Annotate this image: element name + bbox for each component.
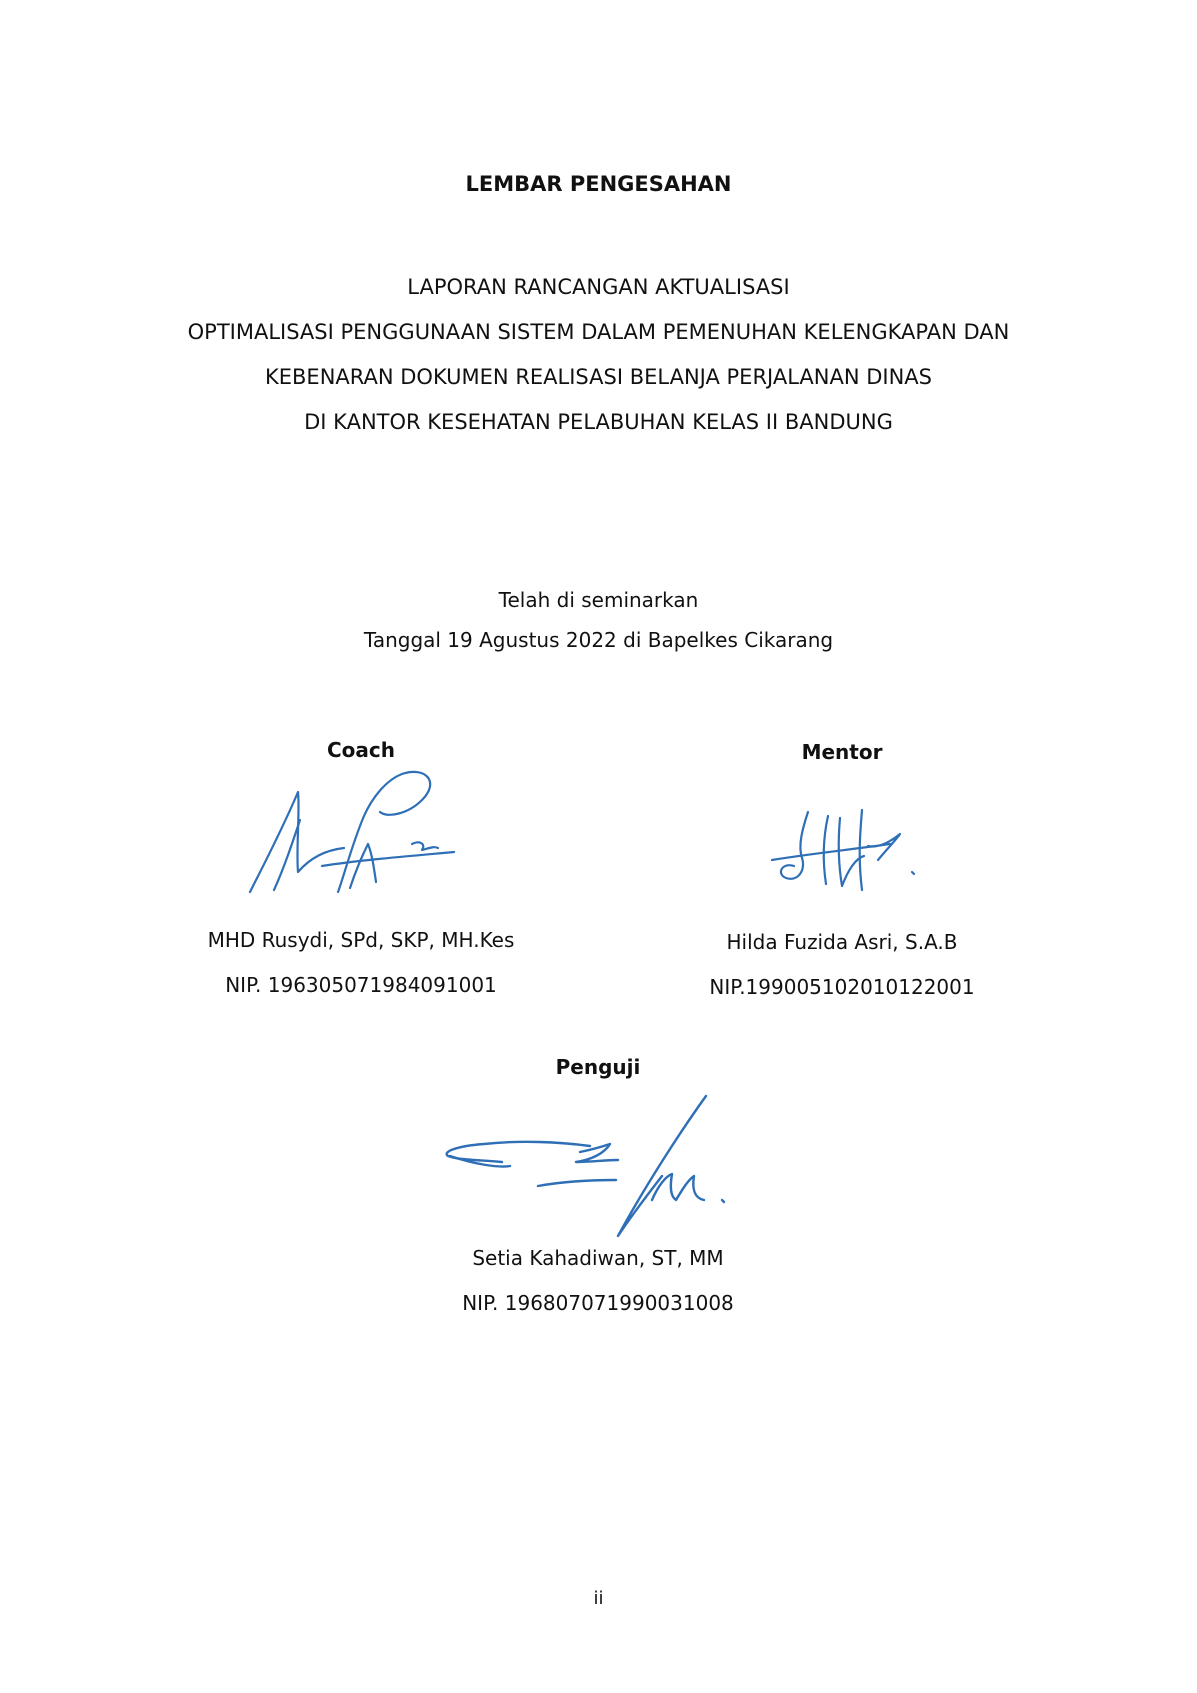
mentor-name: Hilda Fuzida Asri, S.A.B (726, 930, 958, 954)
report-heading (0, 265, 1197, 445)
coach-nip: NIP. 196305071984091001 (225, 973, 497, 997)
penguji-name: Setia Kahadiwan, ST, MM (472, 1246, 724, 1270)
mentor-signature-image (768, 800, 938, 900)
report-line-4: DI KANTOR KESEHATAN PELABUHAN KELAS II BANDUNG (304, 410, 893, 434)
mentor-info (632, 920, 1052, 1010)
report-line-2: OPTIMALISASI PENGGUNAAN SISTEM DALAM PEMENUHAN KELENGKAPAN DAN (187, 320, 1010, 344)
mentor-nip: NIP.199005102010122001 (709, 975, 975, 999)
seminar-note (0, 580, 1197, 660)
coach-name: MHD Rusydi, SPd, SKP, MH.Kes (207, 928, 515, 952)
penguji-block (388, 1055, 808, 1079)
penguji-info (388, 1236, 808, 1326)
penguji-signature-image (440, 1090, 740, 1240)
page-number: ii (593, 1588, 604, 1609)
seminar-line-1: Telah di seminarkan (498, 588, 699, 612)
seminar-line-2: Tanggal 19 Agustus 2022 di Bapelkes Cikarang (363, 628, 834, 652)
mentor-role-label: Mentor (801, 740, 883, 764)
coach-info (151, 918, 571, 1008)
report-line-3: KEBENARAN DOKUMEN REALISASI BELANJA PERJALANAN DINAS (264, 365, 933, 389)
page-title: LEMBAR PENGESAHAN (465, 172, 732, 196)
penguji-role-label: Penguji (555, 1055, 641, 1079)
mentor-block (632, 740, 1052, 764)
penguji-nip: NIP. 196807071990031008 (462, 1291, 734, 1315)
coach-role-label: Coach (326, 738, 395, 762)
coach-block (151, 738, 571, 762)
report-line-1: LAPORAN RANCANGAN AKTUALISASI (407, 275, 790, 299)
coach-signature-image (240, 760, 470, 900)
